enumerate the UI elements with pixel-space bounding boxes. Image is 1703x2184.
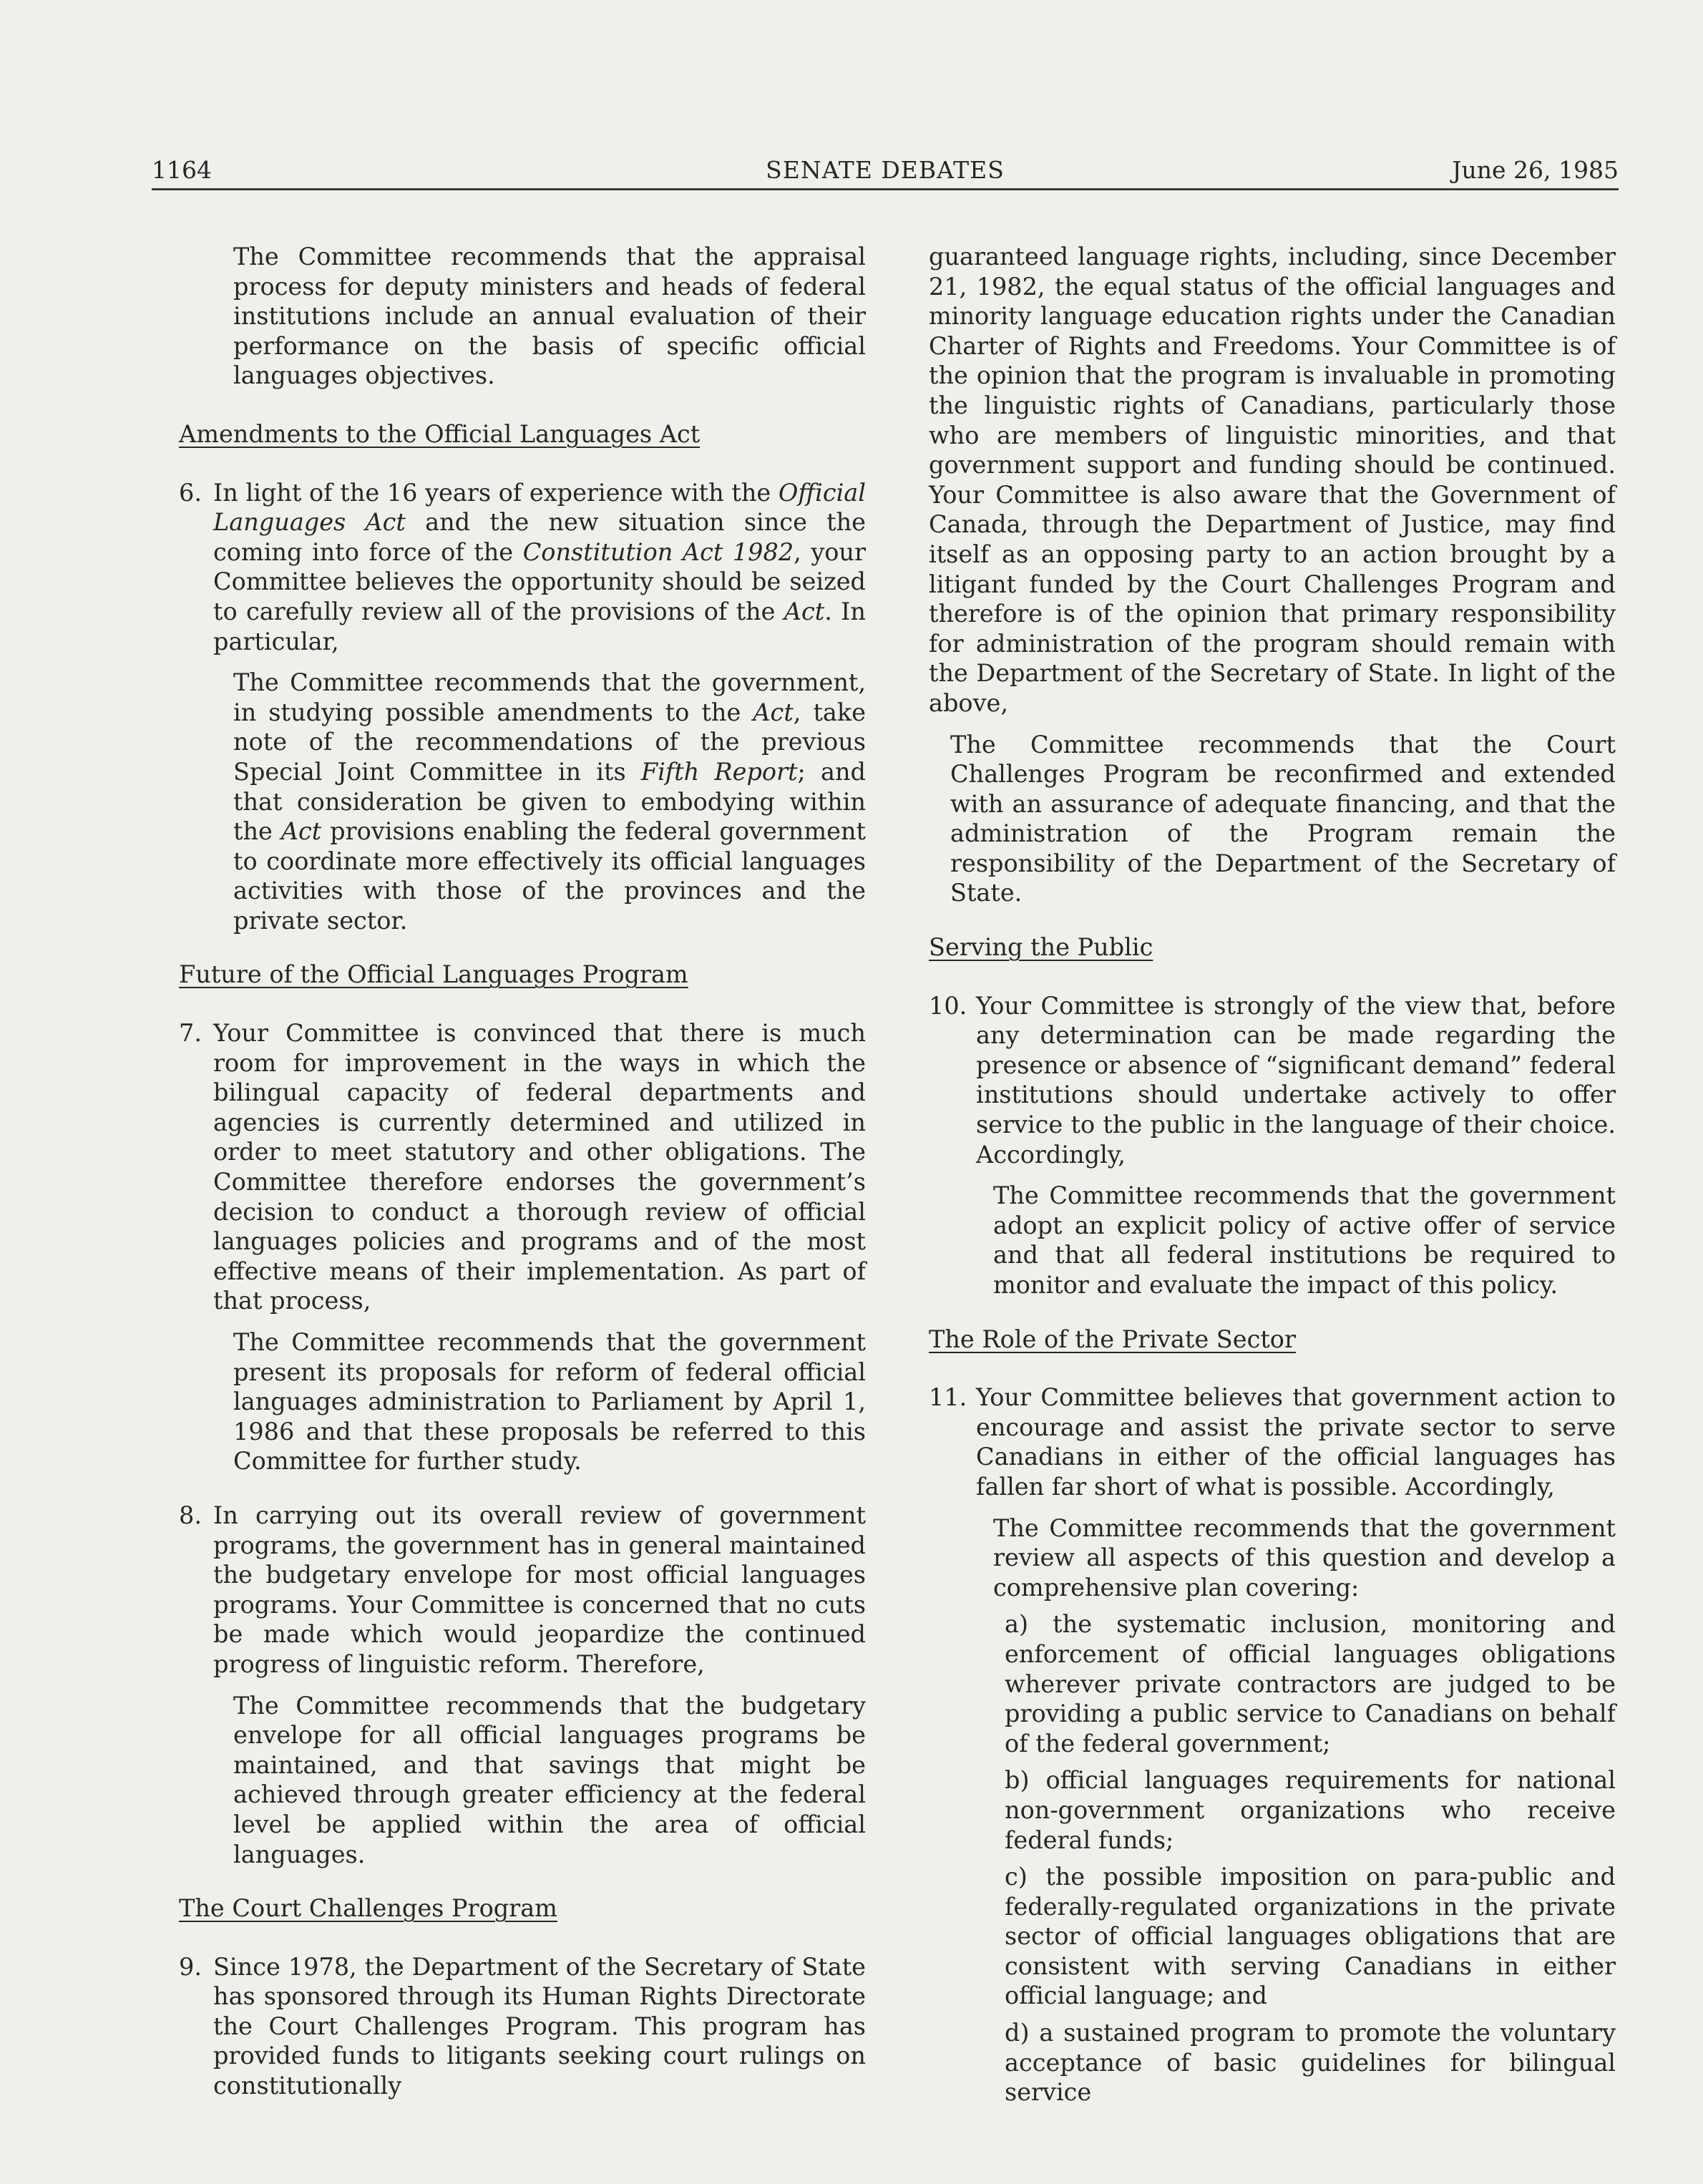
paragraph-9 (179, 1952, 866, 2101)
paragraph-text: Your Committee believes that government action to encourage and assist the private sector to serve Canadians in either of the official languages has fallen far short of what is possible. Accordingly, (976, 1383, 1616, 1501)
recommendation-amendments: The Committee recommends that the government, in studying possible amendments to the Act, take note of the recommendations of the previous Special Joint Committee in its Fifth Report; and that consideration be given to embodying within the Act provisions enabling the federal government to coordinate more effectively its official languages activities with those of the provinces and the private sector. (233, 668, 867, 935)
recommendation-active-offer: The Committee recommends that the government adopt an explicit policy of active offer of service and that all federal institutions be required to monitor and evaluate the impact of this policy. (993, 1181, 1616, 1299)
paragraph-number: 9. (179, 1952, 202, 1981)
paragraph-6 (179, 478, 866, 657)
header-rule (152, 188, 1619, 190)
heading-future-program: Future of the Official Languages Program (179, 960, 688, 989)
page-number: 1164 (152, 156, 212, 184)
paragraph-text: Your Committee is convinced that there is much room for improvement in the ways in which the bilingual capacity of federal departments and agencies is currently determined and utilized in order to meet statutory and other obligations. The Committee therefore endorses the government’s decision to conduct a thorough review of official languages policies and programs and of the most effective means of their implementation. As part of that process, (213, 1019, 866, 1315)
heading-amendments: Amendments to the Official Languages Act (179, 419, 701, 448)
sub-item-b: b) official languages requirements for national non-government organizations who receive federal funds; (1005, 1766, 1616, 1854)
paragraph-number: 7. (179, 1019, 202, 1048)
paragraph-11 (929, 1383, 1616, 1501)
publication-date: June 26, 1985 (1452, 156, 1619, 184)
left-column (179, 242, 866, 2101)
recommendation-court-challenges: The Committee recommends that the Court Challenges Program be reconfirmed and extended with an assurance of adequate financing, and that the administration of the Program remain the responsibility of the Department of the Secretary of State. (950, 730, 1616, 907)
recommendation-comprehensive-plan: The Committee recommends that the government review all aspects of this question and develop a comprehensive plan covering: (993, 1513, 1616, 1602)
sub-item-a: a) the systematic inclusion, monitoring and enforcement of official languages obligations wherever private contractors are judged to be providing a public service to Canadians on behalf of the federal government; (1005, 1610, 1616, 1758)
paragraph-9-continued: guaranteed language rights, including, since December 21, 1982, the equal status of the official languages and minority language education rights under the Canadian Charter of Rights and Freedoms. Your Committee is of the opinion that the program is invaluable in promoting the linguistic rights of Canadians, particularly those who are members of linguistic minorities, and that government support and funding should be continued. Your Committee is also aware that the Government of Canada, through the Department of Justice, may find itself as an opposing party to an action brought by a litigant funded by the Court Challenges Program and therefore is of the opinion that primary responsibility for administration of the program should remain with the Department of the Secretary of State. In light of the above, (929, 243, 1616, 717)
paragraph-8 (179, 1501, 866, 1680)
recommendation-appraisal: The Committee recommends that the appraisal process for deputy ministers and heads of federal institutions include an annual evaluation of their performance on the basis of specific official languages objectives. (233, 243, 866, 390)
paragraph-number: 10. (929, 991, 967, 1020)
heading-court-challenges: The Court Challenges Program (179, 1894, 557, 1923)
right-column (929, 242, 1616, 2107)
heading-serving-public: Serving the Public (929, 933, 1153, 962)
sub-item-d: d) a sustained program to promote the voluntary acceptance of basic guidelines for bilingual service (1005, 2019, 1616, 2107)
paragraph-text: Since 1978, the Department of the Secretary of State has sponsored through its Human Rights Directorate the Court Challenges Program. This program has provided funds to litigants seeking court rulings on constitutionally (213, 1952, 866, 2100)
recommendation-reform-proposals: The Committee recommends that the government present its proposals for reform of federal official languages administration to Parliament by April 1, 1986 and that these proposals be referred to this Committee for further study. (233, 1328, 866, 1476)
publication-title: SENATE DEBATES (766, 156, 1005, 184)
recommendation-budgetary-envelope: The Committee recommends that the budgetary envelope for all official languages programs be maintained, and that savings that might be achieved through greater efficiency at the federal level be applied within the area of official languages. (233, 1691, 866, 1868)
page-header (152, 155, 1619, 187)
paragraph-text: In carrying out its overall review of government programs, the government has in general maintained the budgetary envelope for most official languages programs. Your Committee is concerned that no cuts be made which would jeopardize the continued progress of linguistic reform. Therefore, (213, 1501, 866, 1678)
paragraph-10 (929, 991, 1616, 1170)
paragraph-7 (179, 1018, 866, 1316)
heading-private-sector: The Role of the Private Sector (929, 1325, 1296, 1353)
paragraph-number: 8. (179, 1501, 202, 1529)
paragraph-number: 6. (179, 478, 202, 507)
paragraph-text: Your Committee is strongly of the view that, before any determination can be made regarding the presence or absence of “significant demand” federal institutions should undertake actively to offer service to the public in the language of their choice. Accordingly, (976, 991, 1616, 1169)
paragraph-number: 11. (929, 1383, 967, 1412)
paragraph-text: In light of the 16 years of experience with the Official Languages Act and the new situation since the coming into force of the Constitution Act 1982, your Committee believes the opportunity should be seized to carefully review all of the provisions of the Act. In particular, (213, 478, 867, 655)
sub-item-c: c) the possible imposition on para-public and federally-regulated organizations in the private sector of official languages obligations that are consistent with serving Canadians in either official language; and (1005, 1863, 1616, 2010)
